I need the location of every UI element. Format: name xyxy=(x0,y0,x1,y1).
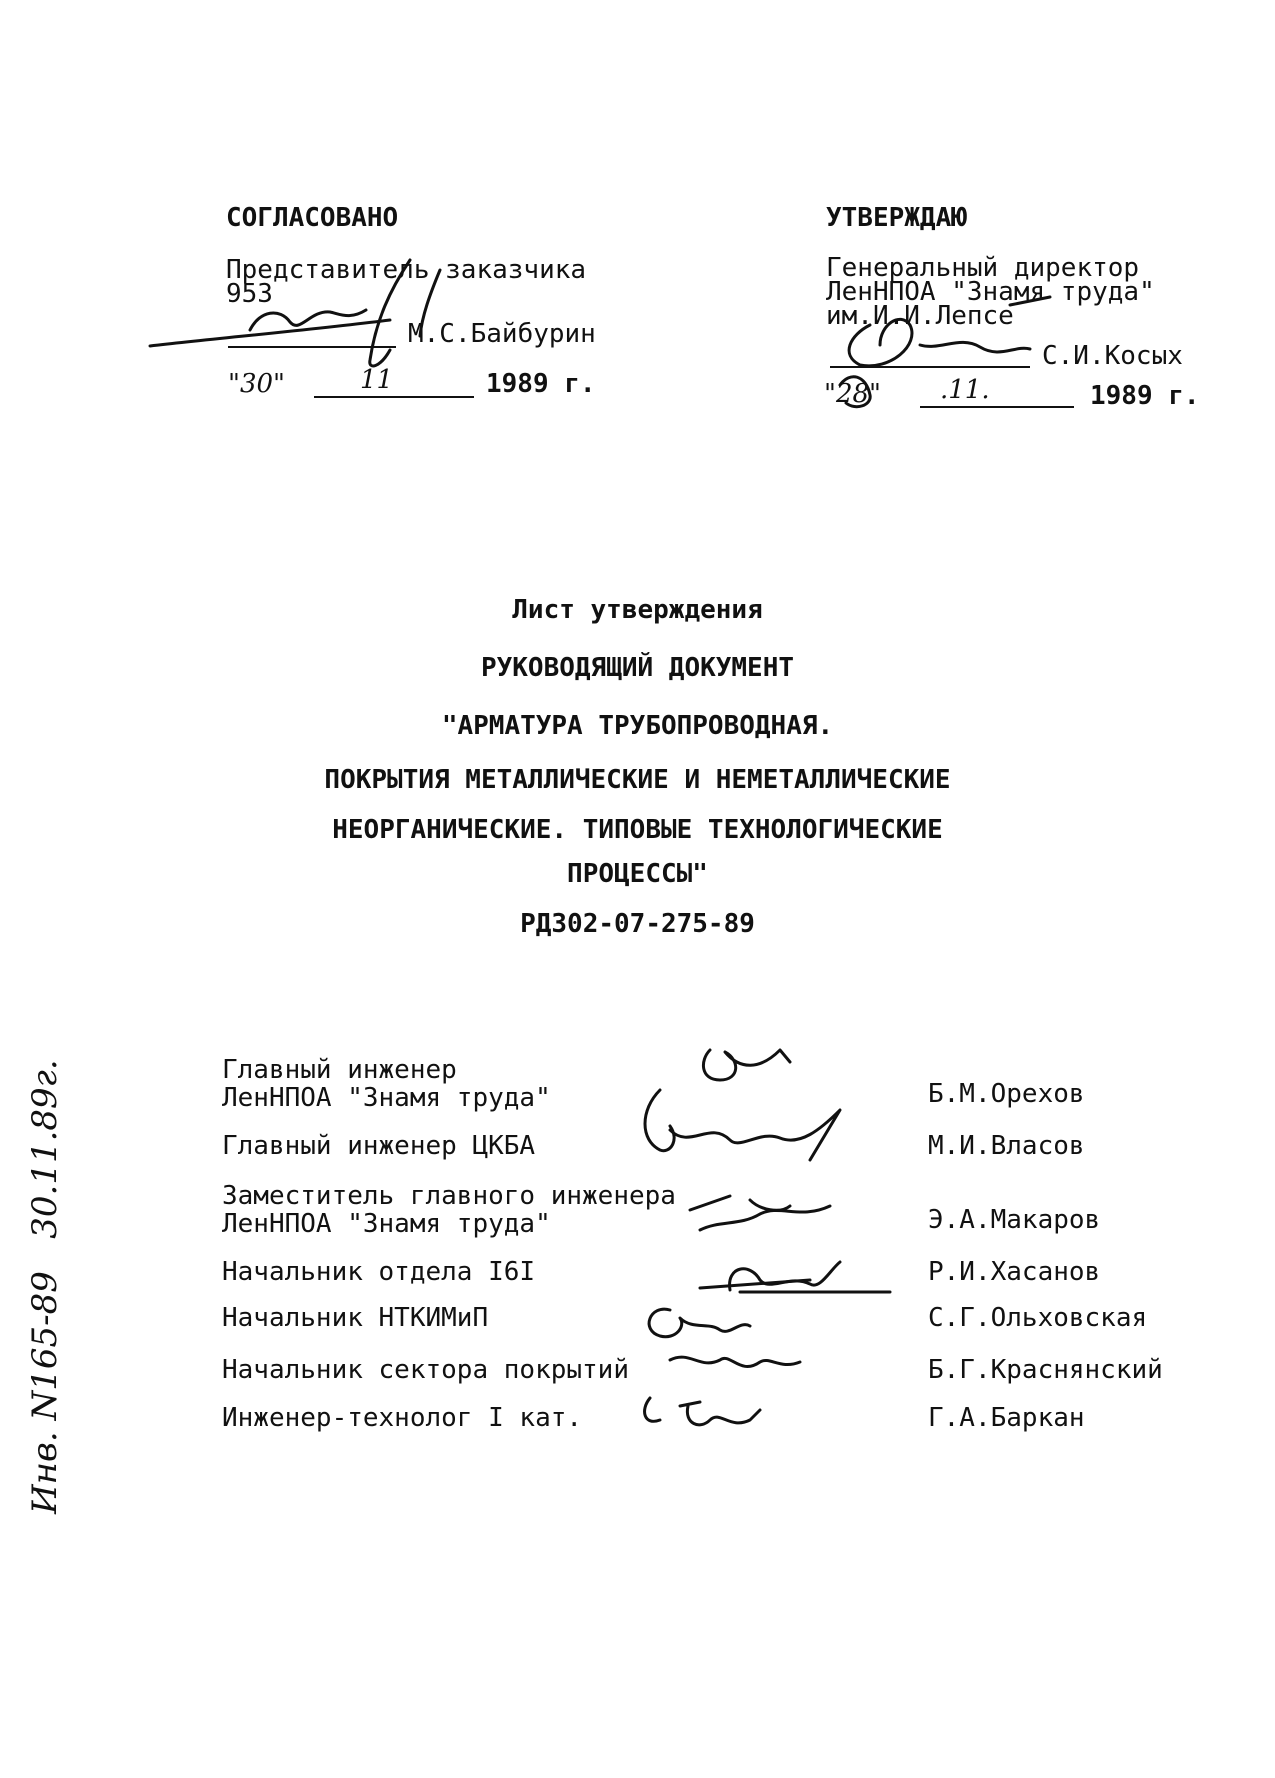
signatory-position-7: Инженер-технолог I кат. xyxy=(222,1403,583,1433)
document-title-line4: ПРОЦЕССЫ" xyxy=(567,859,708,889)
agreed-name: М.С.Байбурин xyxy=(408,319,596,349)
signatory-name-6: Б.Г.Краснянский xyxy=(928,1355,1163,1385)
agreed-date-day: "30" xyxy=(228,369,286,399)
signatory-name-3: Э.А.Макаров xyxy=(928,1205,1101,1235)
sheet-title: Лист утверждения xyxy=(512,595,763,625)
approved-date-day: "28" xyxy=(824,379,882,409)
signatory-position-3: Заместитель главного инженера ЛенНПОА "Знамя труда" xyxy=(222,1181,676,1239)
signatory-position-4: Начальник отдела I6I xyxy=(222,1257,536,1287)
agreed-position-code: 953 xyxy=(226,279,273,309)
approved-name: С.И.Косых xyxy=(1042,341,1183,371)
document-code: РД302-07-275-89 xyxy=(520,909,755,939)
approved-signature xyxy=(810,275,1060,415)
approved-organization-named: им.И.И.Лепсе xyxy=(826,301,1014,331)
margin-registration-note: Инв. N165-89 30.11.89г. xyxy=(25,1059,65,1514)
agreed-date-line xyxy=(314,396,474,398)
signatory-position-5: Начальник НТКИМиП xyxy=(222,1303,489,1333)
approved-organization: ЛенНПОА "Знамя труда" xyxy=(826,277,1155,307)
agreed-date-month: 11 xyxy=(360,365,394,395)
signatory-name-1: Б.М.Орехов xyxy=(928,1079,1085,1109)
signatures-column xyxy=(630,1030,890,1450)
approved-position: Генеральный директор xyxy=(826,253,1140,283)
agreed-signature xyxy=(140,250,440,380)
signatory-position-6: Начальник сектора покрытий xyxy=(222,1355,629,1385)
signatory-name-7: Г.А.Баркан xyxy=(928,1403,1085,1433)
agreed-date-year: 1989 г. xyxy=(486,369,596,399)
agreed-position: Представитель заказчика xyxy=(226,255,587,285)
agreed-heading: СОГЛАСОВАНО xyxy=(226,203,399,233)
document-title-line1: "АРМАТУРА ТРУБОПРОВОДНАЯ. xyxy=(441,711,834,741)
approved-date-year: 1989 г. xyxy=(1090,381,1200,411)
approved-heading: УТВЕРЖДАЮ xyxy=(826,203,967,233)
document-title-line2: ПОКРЫТИЯ МЕТАЛЛИЧЕСКИЕ И НЕМЕТАЛЛИЧЕСКИЕ xyxy=(324,765,951,795)
signatory-name-2: М.И.Власов xyxy=(928,1131,1085,1161)
document-type: РУКОВОДЯЩИЙ ДОКУМЕНТ xyxy=(480,653,795,683)
signatory-name-5: С.Г.Ольховская xyxy=(928,1303,1148,1333)
document-title-line3: НЕОРГАНИЧЕСКИЕ. ТИПОВЫЕ ТЕХНОЛОГИЧЕСКИЕ xyxy=(332,815,943,845)
signatory-position-1: Главный инженер ЛенНПОА "Знамя труда" xyxy=(222,1055,551,1113)
signatory-name-4: Р.И.Хасанов xyxy=(928,1257,1101,1287)
signatory-position-2: Главный инженер ЦКБА xyxy=(222,1131,536,1161)
approved-date-month: .11. xyxy=(940,375,990,405)
